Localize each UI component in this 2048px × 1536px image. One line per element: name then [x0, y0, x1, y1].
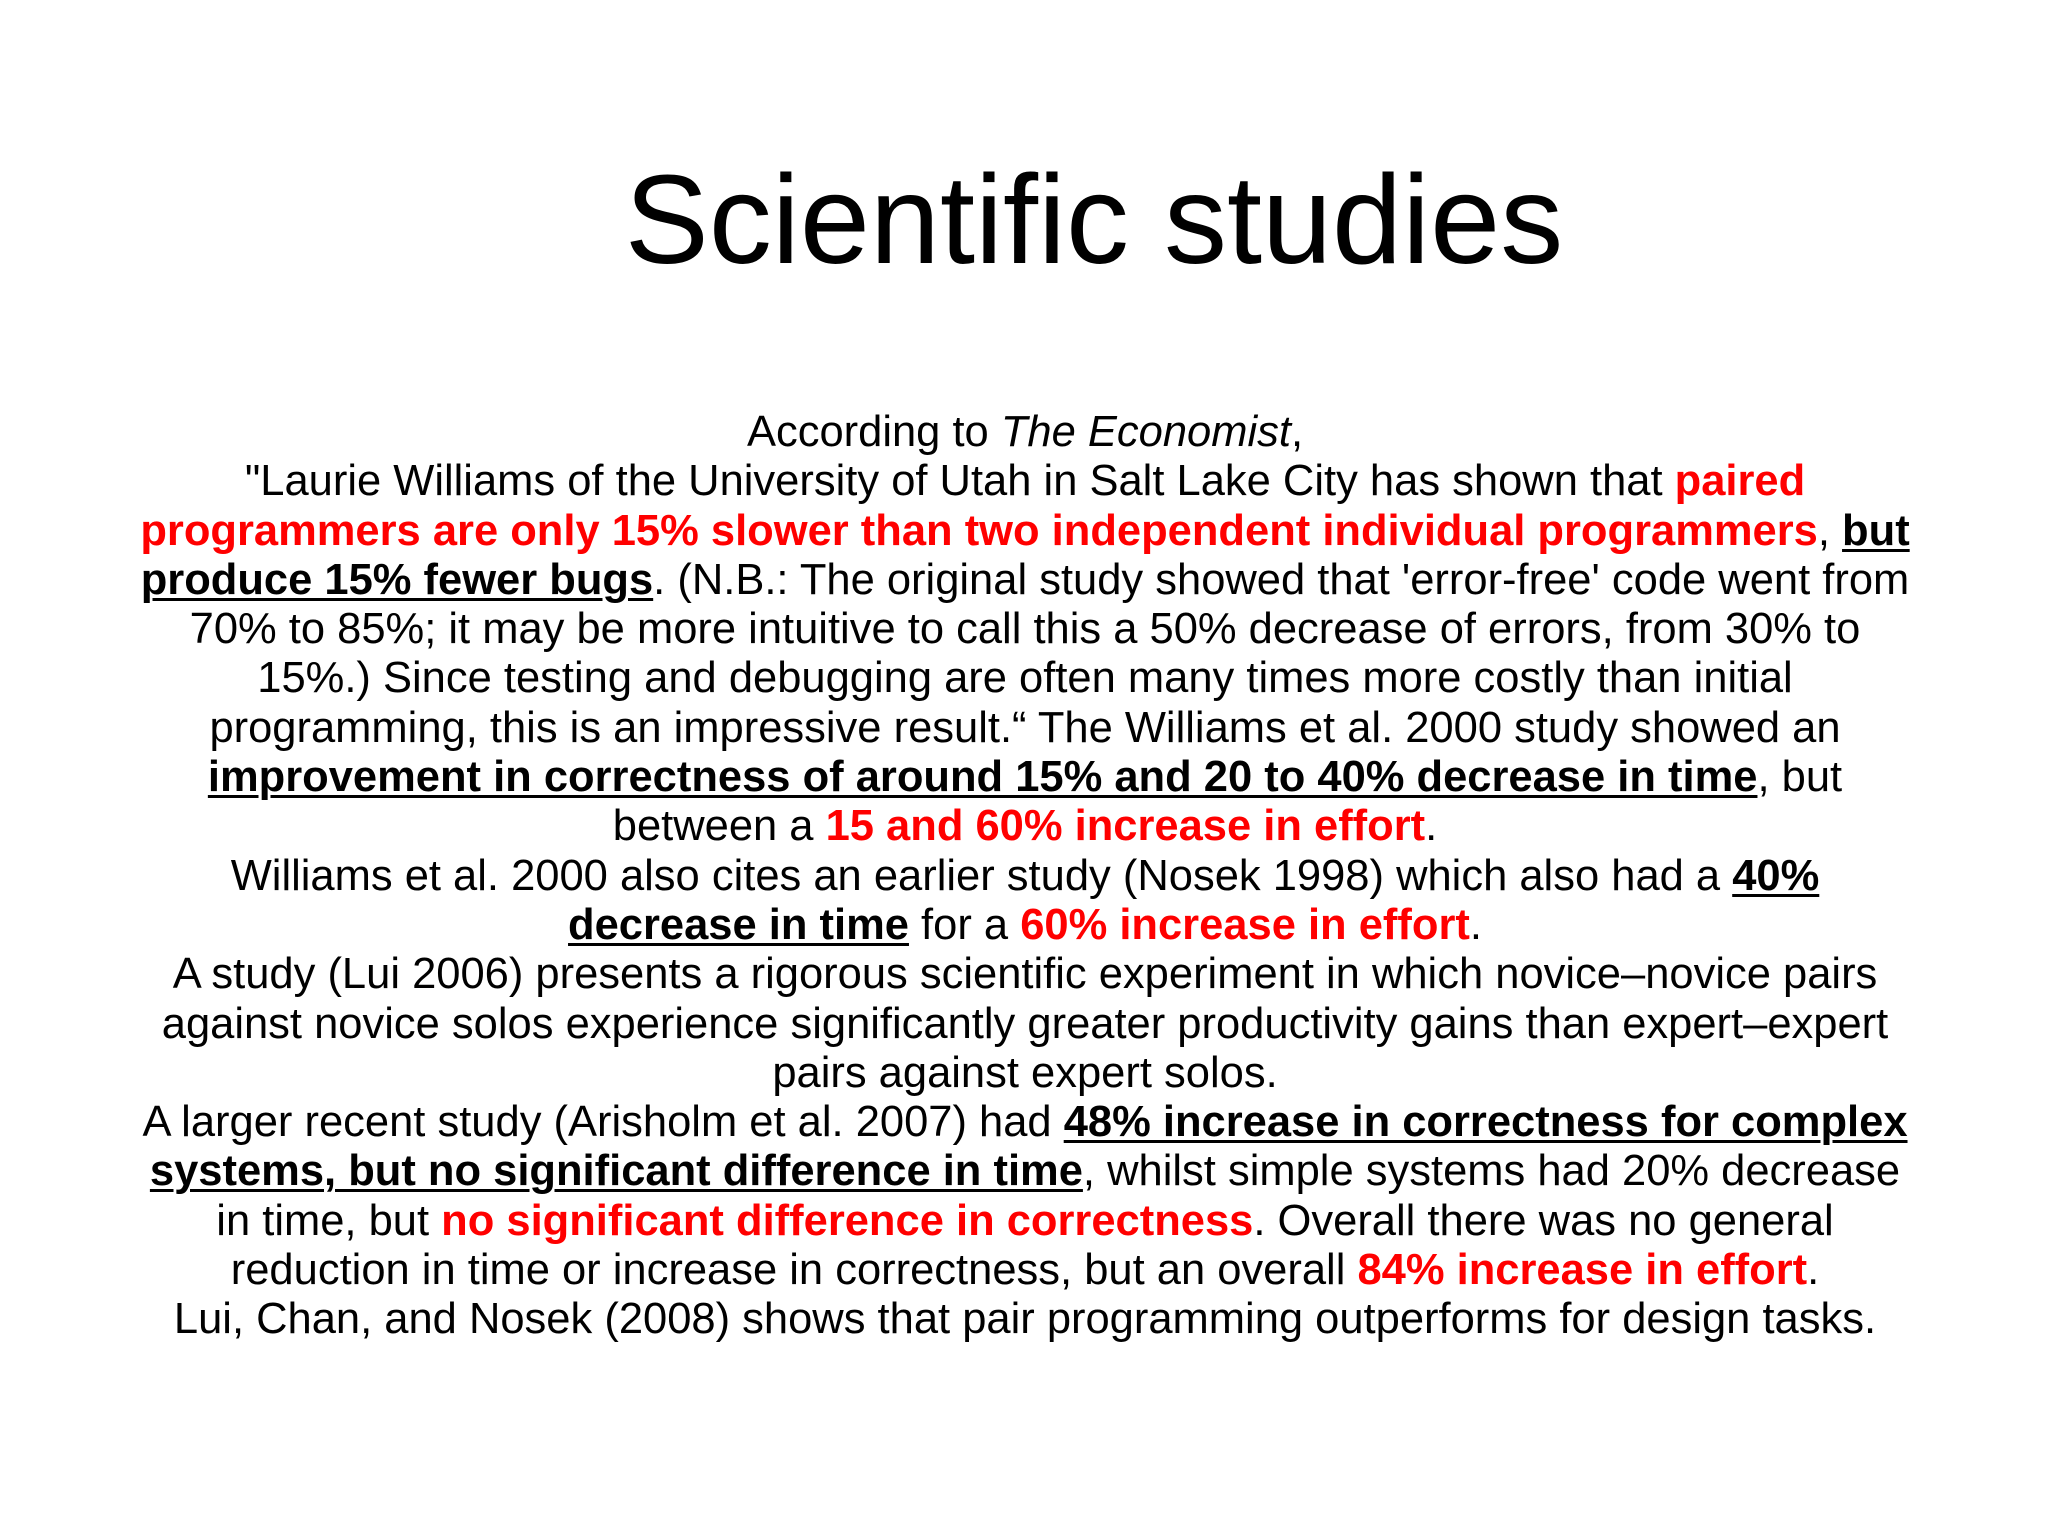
highlight-red: 84% increase in effort: [1357, 1246, 1808, 1295]
paragraph-williams-quote: [140, 457, 1910, 851]
paragraph-lui-2008: [140, 1295, 1910, 1344]
highlight-red: no significant difference in correctness: [441, 1196, 1254, 1245]
text-segment: .: [1469, 900, 1482, 949]
highlight-red: paired programmers are only 15% slower than two independent individual programmers: [140, 457, 1818, 555]
paragraph-lui-2006: [140, 950, 1910, 1098]
intro-lead: According to: [746, 408, 1001, 456]
source-name: The Economist: [1000, 408, 1291, 456]
slide-body: [140, 408, 1910, 1345]
intro-line: [140, 408, 1910, 457]
highlight-red: 15 and 60% increase in effort: [825, 802, 1426, 851]
text-segment: A larger recent study (Arisholm et al. 2007) had: [142, 1098, 1064, 1147]
highlight-underline: improvement in correctness of around 15% and 20 to 40% decrease in time: [207, 753, 1758, 802]
text-segment: ,: [1817, 506, 1843, 555]
text-segment: Williams et al. 2000 also cites an earlier study (Nosek 1998) which also had a: [230, 851, 1733, 900]
highlight-underline: 48% increase in correctness for complex systems, but no significant difference in time: [149, 1098, 1908, 1196]
slide-title: Scientific studies: [624, 149, 1564, 290]
text-segment: "Laurie Williams of the University of Utah in Salt Lake City has shown that: [244, 457, 1675, 506]
text-segment: for a: [908, 900, 1021, 949]
highlight-red: 60% increase in effort: [1020, 900, 1470, 949]
highlight-underline: 40% decrease in time: [568, 851, 1820, 949]
text-segment: A study (Lui 2006) presents a rigorous scientific experiment in which novice–novice pairs against novice solos experience significantly greater productivity gains than expert–expert pairs against expert solos.: [161, 950, 1889, 1097]
text-segment: , whilst simple systems had 20% decrease in time, but: [216, 1147, 1901, 1245]
intro-tail: ,: [1290, 408, 1304, 456]
paragraph-arisholm: [140, 1098, 1910, 1295]
text-segment: .: [1807, 1246, 1820, 1295]
text-segment: . Overall there was no general reduction in time or increase in correctness, but an overall: [230, 1196, 1834, 1295]
text-segment: Lui, Chan, and Nosek (2008) shows that pair programming outperforms for design tasks.: [173, 1295, 1877, 1344]
text-segment: , but between a: [612, 753, 1843, 851]
paragraph-nosek: [140, 852, 1910, 951]
text-segment: . (N.B.: The original study showed that 'error-free' code went from 70% to 85%; it may be more intuitive to call this a 50% decrease of errors, from 30% to 15%.) Since testing and debugging are often many times more costly than initial programming, this is an impressive result.“ The Williams et al. 2000 study showed an: [189, 555, 1910, 752]
highlight-underline: but produce 15% fewer bugs: [140, 506, 1910, 604]
text-segment: .: [1425, 802, 1438, 851]
